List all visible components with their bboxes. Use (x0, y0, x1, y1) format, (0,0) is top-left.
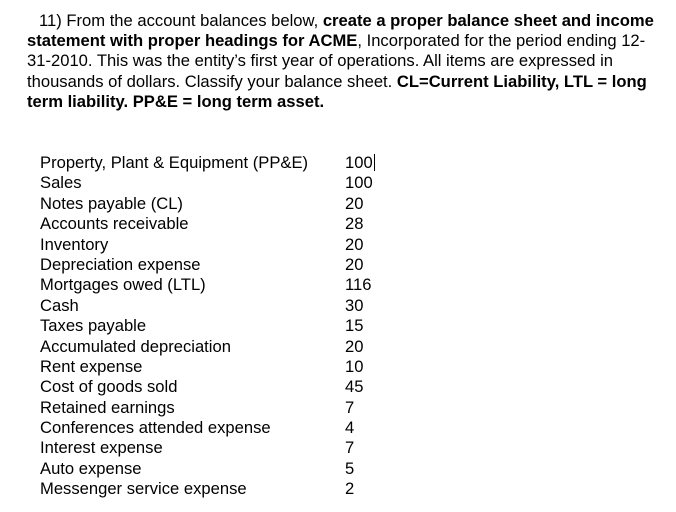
account-name: Sales (40, 173, 82, 193)
account-row (40, 194, 400, 214)
account-row (40, 418, 400, 438)
account-row (40, 235, 400, 255)
account-name: Accounts receivable (40, 214, 189, 234)
abbreviation-legend: CL=Current Liability, LTL = long term liability. PP&E = long term asset. (27, 71, 647, 111)
account-name: Inventory (40, 234, 109, 254)
account-balances-list (40, 153, 400, 500)
account-amount: 7 (345, 397, 355, 417)
account-row (40, 337, 400, 357)
account-amount: 20 (345, 234, 364, 254)
account-name: Auto expense (40, 458, 142, 478)
account-row (40, 316, 400, 336)
account-row (40, 398, 400, 418)
account-row (40, 173, 400, 193)
question-instruction: create a proper balance sheet and income statement with proper headings for ACME (27, 11, 654, 51)
account-name: Mortgages owed (LTL) (40, 275, 206, 295)
account-name: Cost of goods sold (40, 377, 178, 397)
account-row (40, 357, 400, 377)
account-amount: 20 (345, 254, 364, 274)
question-text (27, 11, 657, 112)
account-amount: 20 (345, 336, 364, 356)
account-row (40, 255, 400, 275)
account-amount: 100 (345, 173, 373, 193)
account-amount: 20 (345, 193, 364, 213)
account-amount: 7 (345, 438, 355, 458)
question-intro: From the account balances below, (61, 11, 323, 30)
account-name: Accumulated depreciation (40, 336, 231, 356)
question-context: , Incorporated for the period ending 12-31-2010. This was the entity’s first year of operations. All items are expressed in thousands of dollars. Classify your balance sheet. (27, 31, 646, 91)
account-name: Notes payable (CL) (40, 193, 183, 213)
account-name: Depreciation expense (40, 254, 201, 274)
account-amount: 5 (345, 458, 355, 478)
account-row (40, 438, 400, 458)
account-name: Cash (40, 295, 79, 315)
account-row (40, 377, 400, 397)
account-amount: 4 (345, 418, 355, 438)
account-name: Rent expense (40, 356, 143, 376)
account-amount[interactable]: 100 (345, 153, 373, 172)
account-row (40, 459, 400, 479)
account-row (40, 275, 400, 295)
account-name: Property, Plant & Equipment (PP&E) (40, 153, 309, 172)
account-name: Conferences attended expense (40, 418, 271, 438)
account-amount: 2 (345, 479, 355, 499)
account-name: Messenger service expense (40, 479, 247, 499)
account-row (40, 479, 400, 499)
account-name: Retained earnings (40, 397, 175, 417)
account-amount: 116 (345, 275, 372, 295)
account-name: Interest expense (40, 438, 163, 458)
account-row (40, 296, 400, 316)
account-amount: 10 (345, 356, 364, 376)
text-cursor (374, 154, 375, 171)
account-amount: 45 (345, 377, 364, 397)
account-amount: 28 (345, 214, 364, 234)
account-row (40, 214, 400, 234)
account-row (40, 153, 400, 173)
account-name: Taxes payable (40, 316, 147, 336)
account-amount: 15 (345, 316, 364, 336)
question-number: 11) (39, 11, 62, 30)
account-amount: 30 (345, 295, 364, 315)
